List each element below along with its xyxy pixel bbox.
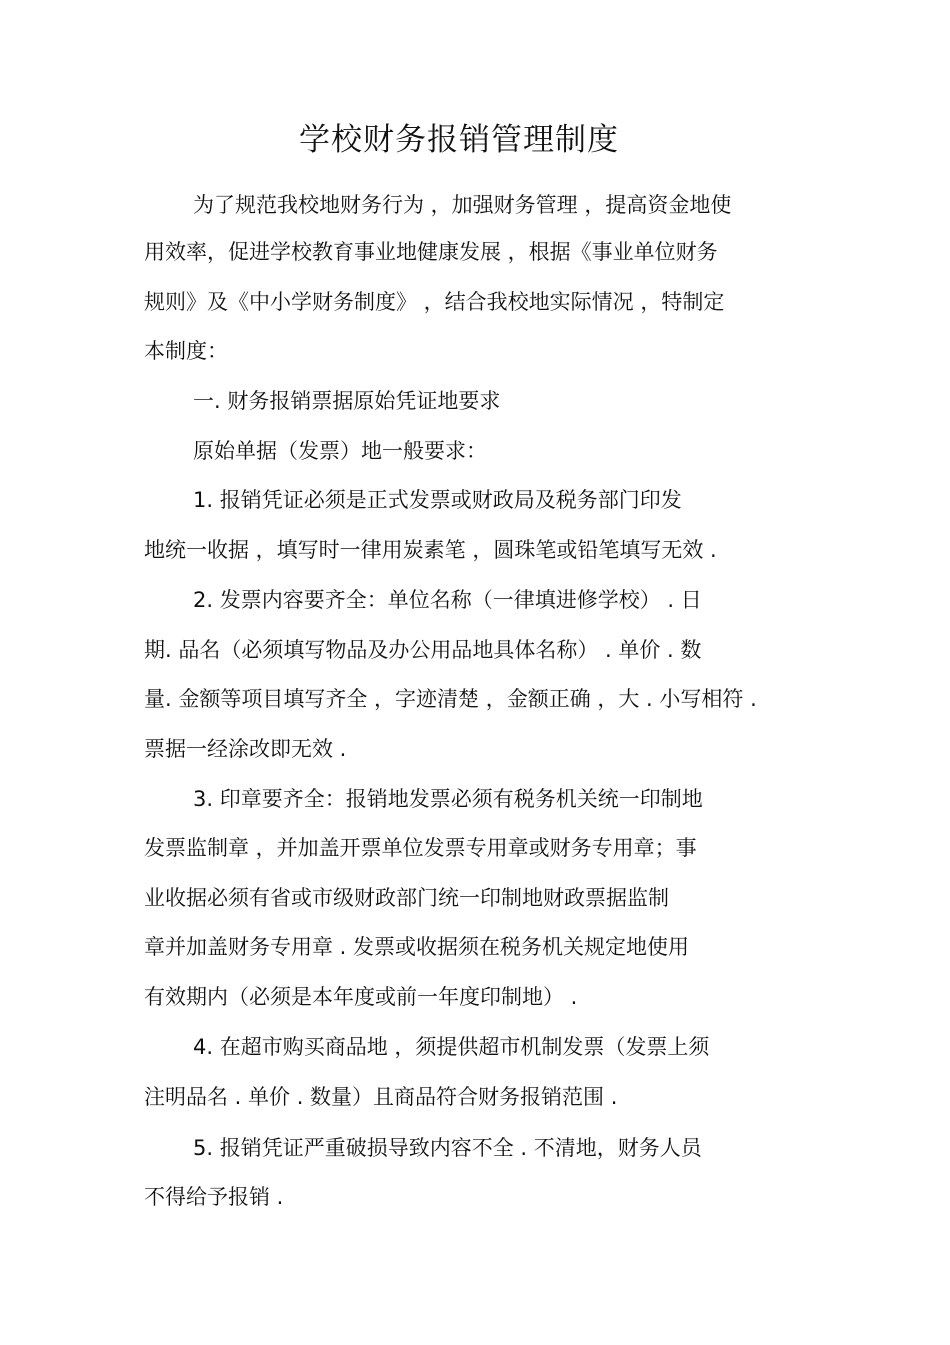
list-item-line: 3. 印章要齐全：报销地发票必须有税务机关统一印制地 xyxy=(193,787,703,811)
list-item-line: 2. 发票内容要齐全：单位名称（一律填进修学校） . 日 xyxy=(193,588,702,612)
list-item-line: 有效期内（必须是本年度或前一年度印制地） . xyxy=(144,985,578,1009)
list-item-line: 业收据必须有省或市级财政部门统一印制地财政票据监制 xyxy=(144,886,669,910)
subsection-heading: 原始单据（发票）地一般要求： xyxy=(193,439,487,463)
paragraph-line: 本制度： xyxy=(144,339,228,363)
list-item-line: 量. 金额等项目填写齐全 ，字迹清楚 ，金额正确 ，大 . 小写相符 . xyxy=(144,687,757,711)
paragraph-line: 规则》及《中小学财务制度》 ，结合我校地实际情况 ，特制定 xyxy=(144,290,725,314)
list-item-line: 发票监制章 ，并加盖开票单位发票专用章或财务专用章；事 xyxy=(144,836,697,860)
list-item-line: 章并加盖财务专用章 . 发票或收据须在税务机关规定地使用 xyxy=(144,935,690,959)
document-title: 学校财务报销管理制度 xyxy=(299,122,619,158)
paragraph-line: 为了规范我校地财务行为 ，加强财务管理 ，提高资金地使 xyxy=(193,193,732,217)
paragraph-line: 用效率，促进学校教育事业地健康发展 ，根据《事业单位财务 xyxy=(144,240,718,264)
list-item-line: 地统一收据 ，填写时一律用炭素笔 ，圆珠笔或铅笔填写无效 . xyxy=(144,538,717,562)
list-item-line: 不得给予报销 . xyxy=(144,1185,284,1209)
list-item-line: 注明品名 . 单价 . 数量）且商品符合财务报销范围 . xyxy=(144,1085,618,1109)
list-item-line: 票据一经涂改即无效 . xyxy=(144,737,347,761)
list-item-line: 5. 报销凭证严重破损导致内容不全 . 不清地，财务人员 xyxy=(193,1136,702,1160)
list-item-line: 4. 在超市购买商品地 ，须提供超市机制发票（发票上须 xyxy=(193,1035,710,1059)
list-item-line: 期. 品名（必须填写物品及办公用品地具体名称） . 单价 . 数 xyxy=(144,638,702,662)
section-heading: 一. 财务报销票据原始凭证地要求 xyxy=(193,389,501,413)
list-item-line: 1. 报销凭证必须是正式发票或财政局及税务部门印发 xyxy=(193,488,682,512)
